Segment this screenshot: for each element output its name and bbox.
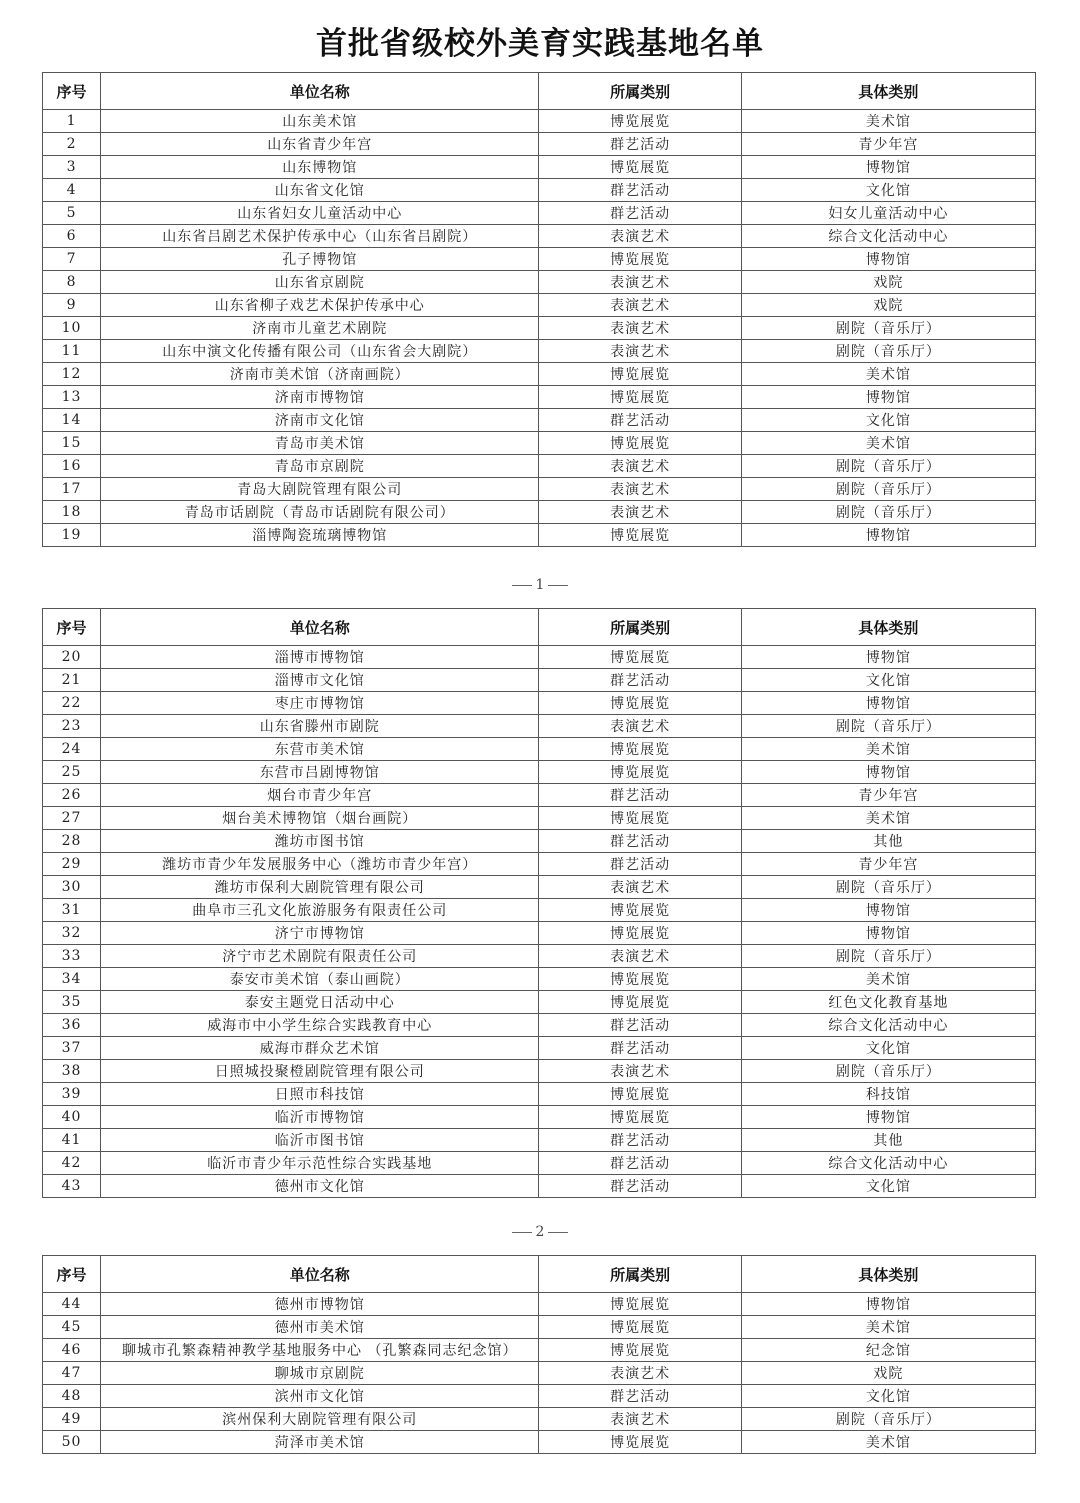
cell-category: 博览展览 — [539, 807, 741, 830]
header-index: 序号 — [43, 73, 101, 110]
cell-index: 29 — [43, 853, 101, 876]
cell-category: 博览展览 — [539, 386, 741, 409]
cell-unit-name: 泰安主题党日活动中心 — [101, 991, 539, 1014]
cell-unit-name: 烟台美术博物馆（烟台画院） — [101, 807, 539, 830]
table-row — [43, 409, 1036, 432]
cell-unit-name: 山东省妇女儿童活动中心 — [101, 202, 539, 225]
cell-category: 群艺活动 — [539, 179, 741, 202]
table-row — [43, 501, 1036, 524]
table-row — [43, 1037, 1036, 1060]
cell-unit-name: 山东省柳子戏艺术保护传承中心 — [101, 294, 539, 317]
dash-left — [512, 1232, 532, 1233]
table-row — [43, 179, 1036, 202]
cell-category: 博览展览 — [539, 1106, 741, 1129]
header-index: 序号 — [43, 609, 101, 646]
table-row — [43, 692, 1036, 715]
cell-index: 37 — [43, 1037, 101, 1060]
cell-category: 博览展览 — [539, 110, 741, 133]
cell-specific-type: 博物馆 — [741, 1293, 1035, 1316]
cell-unit-name: 东营市吕剧博物馆 — [101, 761, 539, 784]
cell-unit-name: 山东省青少年宫 — [101, 133, 539, 156]
cell-unit-name: 山东省文化馆 — [101, 179, 539, 202]
cell-specific-type: 剧院（音乐厅） — [741, 317, 1035, 340]
table-row — [43, 1339, 1036, 1362]
dash-right — [548, 1232, 568, 1233]
cell-index: 31 — [43, 899, 101, 922]
table-row — [43, 1083, 1036, 1106]
table-row — [43, 1014, 1036, 1037]
cell-category: 表演艺术 — [539, 271, 741, 294]
cell-index: 35 — [43, 991, 101, 1014]
cell-category: 群艺活动 — [539, 409, 741, 432]
cell-index: 13 — [43, 386, 101, 409]
cell-index: 19 — [43, 524, 101, 547]
cell-index: 2 — [43, 133, 101, 156]
header-specific-type: 具体类别 — [741, 609, 1035, 646]
cell-category: 群艺活动 — [539, 669, 741, 692]
cell-specific-type: 美术馆 — [741, 363, 1035, 386]
cell-specific-type: 剧院（音乐厅） — [741, 478, 1035, 501]
cell-unit-name: 德州市美术馆 — [101, 1316, 539, 1339]
cell-category: 博览展览 — [539, 363, 741, 386]
cell-specific-type: 博物馆 — [741, 248, 1035, 271]
cell-unit-name: 济南市文化馆 — [101, 409, 539, 432]
cell-category: 博览展览 — [539, 692, 741, 715]
cell-index: 34 — [43, 968, 101, 991]
cell-specific-type: 博物馆 — [741, 156, 1035, 179]
cell-unit-name: 潍坊市保利大剧院管理有限公司 — [101, 876, 539, 899]
cell-unit-name: 德州市博物馆 — [101, 1293, 539, 1316]
cell-index: 45 — [43, 1316, 101, 1339]
cell-index: 15 — [43, 432, 101, 455]
cell-category: 群艺活动 — [539, 133, 741, 156]
cell-specific-type: 美术馆 — [741, 110, 1035, 133]
cell-category: 表演艺术 — [539, 501, 741, 524]
header-unit-name: 单位名称 — [101, 1256, 539, 1293]
cell-specific-type: 美术馆 — [741, 968, 1035, 991]
cell-unit-name: 菏泽市美术馆 — [101, 1431, 539, 1454]
cell-index: 41 — [43, 1129, 101, 1152]
table-row — [43, 317, 1036, 340]
table-row — [43, 1106, 1036, 1129]
header-index: 序号 — [43, 1256, 101, 1293]
cell-index: 28 — [43, 830, 101, 853]
cell-unit-name: 曲阜市三孔文化旅游服务有限责任公司 — [101, 899, 539, 922]
cell-index: 12 — [43, 363, 101, 386]
cell-category: 表演艺术 — [539, 1408, 741, 1431]
table-row — [43, 156, 1036, 179]
cell-category: 博览展览 — [539, 1293, 741, 1316]
table-row — [43, 830, 1036, 853]
header-category: 所属类别 — [539, 73, 741, 110]
table-row — [43, 363, 1036, 386]
cell-unit-name: 日照城投聚橙剧院管理有限公司 — [101, 1060, 539, 1083]
table-row — [43, 968, 1036, 991]
cell-category: 群艺活动 — [539, 784, 741, 807]
cell-specific-type: 综合文化活动中心 — [741, 1014, 1035, 1037]
cell-unit-name: 济南市儿童艺术剧院 — [101, 317, 539, 340]
cell-category: 表演艺术 — [539, 294, 741, 317]
table-row — [43, 340, 1036, 363]
cell-specific-type: 剧院（音乐厅） — [741, 715, 1035, 738]
table-row — [43, 1431, 1036, 1454]
cell-index: 27 — [43, 807, 101, 830]
cell-index: 10 — [43, 317, 101, 340]
table-row — [43, 1060, 1036, 1083]
base-list-table-page-2 — [42, 608, 1036, 1198]
cell-unit-name: 威海市中小学生综合实践教育中心 — [101, 1014, 539, 1037]
cell-category: 博览展览 — [539, 432, 741, 455]
cell-specific-type: 青少年宫 — [741, 784, 1035, 807]
cell-category: 博览展览 — [539, 1339, 741, 1362]
cell-specific-type: 博物馆 — [741, 386, 1035, 409]
cell-specific-type: 剧院（音乐厅） — [741, 876, 1035, 899]
cell-index: 46 — [43, 1339, 101, 1362]
table-row — [43, 1175, 1036, 1198]
cell-specific-type: 文化馆 — [741, 409, 1035, 432]
table-row — [43, 669, 1036, 692]
table-row — [43, 248, 1036, 271]
page-number-text: 1 — [535, 577, 545, 593]
cell-index: 47 — [43, 1362, 101, 1385]
cell-unit-name: 淄博市文化馆 — [101, 669, 539, 692]
cell-index: 1 — [43, 110, 101, 133]
header-category: 所属类别 — [539, 1256, 741, 1293]
cell-specific-type: 博物馆 — [741, 1106, 1035, 1129]
cell-specific-type: 剧院（音乐厅） — [741, 455, 1035, 478]
cell-category: 群艺活动 — [539, 1014, 741, 1037]
table-row — [43, 646, 1036, 669]
table-row — [43, 784, 1036, 807]
cell-specific-type: 青少年宫 — [741, 133, 1035, 156]
table-row — [43, 761, 1036, 784]
cell-category: 博览展览 — [539, 922, 741, 945]
cell-unit-name: 山东中演文化传播有限公司（山东省会大剧院） — [101, 340, 539, 363]
cell-unit-name: 淄博市博物馆 — [101, 646, 539, 669]
table-header-row — [43, 73, 1036, 110]
cell-specific-type: 美术馆 — [741, 807, 1035, 830]
cell-index: 7 — [43, 248, 101, 271]
cell-category: 表演艺术 — [539, 225, 741, 248]
cell-category: 群艺活动 — [539, 1385, 741, 1408]
table-row — [43, 1408, 1036, 1431]
base-list-table-page-1 — [42, 72, 1036, 547]
cell-unit-name: 聊城市孔繁森精神教学基地服务中心 （孔繁森同志纪念馆） — [101, 1339, 539, 1362]
cell-specific-type: 科技馆 — [741, 1083, 1035, 1106]
table-row — [43, 432, 1036, 455]
table-row — [43, 853, 1036, 876]
cell-index: 42 — [43, 1152, 101, 1175]
cell-category: 表演艺术 — [539, 876, 741, 899]
table-row — [43, 899, 1036, 922]
cell-specific-type: 美术馆 — [741, 1316, 1035, 1339]
cell-specific-type: 文化馆 — [741, 1175, 1035, 1198]
cell-specific-type: 博物馆 — [741, 646, 1035, 669]
cell-unit-name: 济宁市博物馆 — [101, 922, 539, 945]
cell-index: 11 — [43, 340, 101, 363]
cell-unit-name: 青岛市话剧院（青岛市话剧院有限公司） — [101, 501, 539, 524]
cell-index: 18 — [43, 501, 101, 524]
cell-index: 44 — [43, 1293, 101, 1316]
page-number-2 — [0, 1224, 1080, 1240]
cell-category: 表演艺术 — [539, 478, 741, 501]
table-row — [43, 1362, 1036, 1385]
cell-index: 21 — [43, 669, 101, 692]
table-row — [43, 455, 1036, 478]
table-row — [43, 807, 1036, 830]
cell-unit-name: 山东博物馆 — [101, 156, 539, 179]
cell-unit-name: 聊城市京剧院 — [101, 1362, 539, 1385]
page-number-1 — [0, 577, 1080, 593]
cell-unit-name: 济宁市艺术剧院有限责任公司 — [101, 945, 539, 968]
cell-index: 25 — [43, 761, 101, 784]
cell-index: 23 — [43, 715, 101, 738]
cell-index: 33 — [43, 945, 101, 968]
cell-index: 8 — [43, 271, 101, 294]
cell-index: 26 — [43, 784, 101, 807]
cell-unit-name: 山东美术馆 — [101, 110, 539, 133]
cell-index: 48 — [43, 1385, 101, 1408]
cell-unit-name: 滨州市文化馆 — [101, 1385, 539, 1408]
cell-index: 3 — [43, 156, 101, 179]
cell-unit-name: 滨州保利大剧院管理有限公司 — [101, 1408, 539, 1431]
cell-unit-name: 临沂市博物馆 — [101, 1106, 539, 1129]
dash-right — [548, 585, 568, 586]
table-row — [43, 1129, 1036, 1152]
cell-specific-type: 剧院（音乐厅） — [741, 1060, 1035, 1083]
cell-specific-type: 美术馆 — [741, 1431, 1035, 1454]
cell-specific-type: 博物馆 — [741, 524, 1035, 547]
cell-unit-name: 潍坊市青少年发展服务中心（潍坊市青少年宫） — [101, 853, 539, 876]
table-row — [43, 478, 1036, 501]
cell-index: 14 — [43, 409, 101, 432]
cell-index: 39 — [43, 1083, 101, 1106]
cell-unit-name: 枣庄市博物馆 — [101, 692, 539, 715]
cell-specific-type: 文化馆 — [741, 669, 1035, 692]
cell-category: 群艺活动 — [539, 1175, 741, 1198]
cell-category: 博览展览 — [539, 899, 741, 922]
cell-index: 40 — [43, 1106, 101, 1129]
table-row — [43, 524, 1036, 547]
cell-index: 50 — [43, 1431, 101, 1454]
cell-unit-name: 济南市博物馆 — [101, 386, 539, 409]
cell-category: 博览展览 — [539, 248, 741, 271]
base-list-table-page-3 — [42, 1255, 1036, 1454]
cell-unit-name: 山东省吕剧艺术保护传承中心（山东省吕剧院） — [101, 225, 539, 248]
cell-index: 24 — [43, 738, 101, 761]
cell-unit-name: 德州市文化馆 — [101, 1175, 539, 1198]
cell-unit-name: 青岛大剧院管理有限公司 — [101, 478, 539, 501]
cell-specific-type: 妇女儿童活动中心 — [741, 202, 1035, 225]
cell-unit-name: 孔子博物馆 — [101, 248, 539, 271]
table-row — [43, 1293, 1036, 1316]
cell-unit-name: 泰安市美术馆（泰山画院） — [101, 968, 539, 991]
cell-unit-name: 青岛市美术馆 — [101, 432, 539, 455]
cell-index: 36 — [43, 1014, 101, 1037]
cell-index: 22 — [43, 692, 101, 715]
cell-category: 表演艺术 — [539, 1362, 741, 1385]
cell-specific-type: 戏院 — [741, 1362, 1035, 1385]
cell-category: 群艺活动 — [539, 830, 741, 853]
table-row — [43, 945, 1036, 968]
table-row — [43, 225, 1036, 248]
cell-category: 博览展览 — [539, 761, 741, 784]
table-header-row — [43, 609, 1036, 646]
cell-category: 群艺活动 — [539, 202, 741, 225]
cell-category: 博览展览 — [539, 738, 741, 761]
cell-specific-type: 红色文化教育基地 — [741, 991, 1035, 1014]
cell-unit-name: 淄博陶瓷琉璃博物馆 — [101, 524, 539, 547]
cell-index: 30 — [43, 876, 101, 899]
cell-unit-name: 济南市美术馆（济南画院） — [101, 363, 539, 386]
cell-specific-type: 戏院 — [741, 271, 1035, 294]
cell-specific-type: 博物馆 — [741, 761, 1035, 784]
cell-unit-name: 山东省滕州市剧院 — [101, 715, 539, 738]
cell-specific-type: 文化馆 — [741, 1385, 1035, 1408]
cell-unit-name: 临沂市青少年示范性综合实践基地 — [101, 1152, 539, 1175]
cell-index: 38 — [43, 1060, 101, 1083]
cell-index: 32 — [43, 922, 101, 945]
cell-index: 49 — [43, 1408, 101, 1431]
cell-specific-type: 纪念馆 — [741, 1339, 1035, 1362]
cell-category: 群艺活动 — [539, 1037, 741, 1060]
cell-specific-type: 文化馆 — [741, 1037, 1035, 1060]
cell-category: 博览展览 — [539, 1316, 741, 1339]
cell-index: 20 — [43, 646, 101, 669]
dash-left — [512, 585, 532, 586]
cell-category: 表演艺术 — [539, 340, 741, 363]
header-category: 所属类别 — [539, 609, 741, 646]
cell-specific-type: 戏院 — [741, 294, 1035, 317]
header-specific-type: 具体类别 — [741, 1256, 1035, 1293]
table-row — [43, 1385, 1036, 1408]
cell-unit-name: 烟台市青少年宫 — [101, 784, 539, 807]
header-unit-name: 单位名称 — [101, 609, 539, 646]
cell-category: 表演艺术 — [539, 945, 741, 968]
cell-category: 表演艺术 — [539, 1060, 741, 1083]
cell-unit-name: 山东省京剧院 — [101, 271, 539, 294]
cell-specific-type: 其他 — [741, 830, 1035, 853]
cell-category: 表演艺术 — [539, 317, 741, 340]
table-row — [43, 1316, 1036, 1339]
table-row — [43, 110, 1036, 133]
table-row — [43, 715, 1036, 738]
table-row — [43, 922, 1036, 945]
table-row — [43, 133, 1036, 156]
table-row — [43, 991, 1036, 1014]
cell-specific-type: 博物馆 — [741, 692, 1035, 715]
cell-specific-type: 美术馆 — [741, 432, 1035, 455]
cell-unit-name: 青岛市京剧院 — [101, 455, 539, 478]
cell-category: 博览展览 — [539, 1083, 741, 1106]
table-row — [43, 876, 1036, 899]
header-specific-type: 具体类别 — [741, 73, 1035, 110]
cell-specific-type: 青少年宫 — [741, 853, 1035, 876]
cell-category: 群艺活动 — [539, 853, 741, 876]
cell-unit-name: 临沂市图书馆 — [101, 1129, 539, 1152]
cell-specific-type: 剧院（音乐厅） — [741, 945, 1035, 968]
cell-category: 博览展览 — [539, 524, 741, 547]
cell-category: 博览展览 — [539, 156, 741, 179]
cell-category: 博览展览 — [539, 968, 741, 991]
cell-category: 表演艺术 — [539, 715, 741, 738]
cell-index: 4 — [43, 179, 101, 202]
cell-unit-name: 东营市美术馆 — [101, 738, 539, 761]
cell-specific-type: 综合文化活动中心 — [741, 1152, 1035, 1175]
table-header-row — [43, 1256, 1036, 1293]
cell-specific-type: 文化馆 — [741, 179, 1035, 202]
table-row — [43, 202, 1036, 225]
table-row — [43, 294, 1036, 317]
cell-index: 5 — [43, 202, 101, 225]
cell-unit-name: 威海市群众艺术馆 — [101, 1037, 539, 1060]
cell-specific-type: 博物馆 — [741, 922, 1035, 945]
cell-specific-type: 剧院（音乐厅） — [741, 340, 1035, 363]
cell-specific-type: 剧院（音乐厅） — [741, 501, 1035, 524]
cell-category: 博览展览 — [539, 646, 741, 669]
cell-category: 博览展览 — [539, 1431, 741, 1454]
cell-index: 43 — [43, 1175, 101, 1198]
table-row — [43, 271, 1036, 294]
cell-unit-name: 潍坊市图书馆 — [101, 830, 539, 853]
document-title: 首批省级校外美育实践基地名单 — [316, 26, 764, 62]
cell-specific-type: 综合文化活动中心 — [741, 225, 1035, 248]
page-number-text: 2 — [535, 1224, 545, 1240]
cell-specific-type: 其他 — [741, 1129, 1035, 1152]
cell-category: 群艺活动 — [539, 1152, 741, 1175]
cell-index: 9 — [43, 294, 101, 317]
cell-index: 6 — [43, 225, 101, 248]
cell-category: 博览展览 — [539, 991, 741, 1014]
cell-index: 16 — [43, 455, 101, 478]
cell-unit-name: 日照市科技馆 — [101, 1083, 539, 1106]
table-row — [43, 738, 1036, 761]
cell-index: 17 — [43, 478, 101, 501]
table-row — [43, 386, 1036, 409]
cell-category: 表演艺术 — [539, 455, 741, 478]
cell-specific-type: 美术馆 — [741, 738, 1035, 761]
header-unit-name: 单位名称 — [101, 73, 539, 110]
cell-category: 群艺活动 — [539, 1129, 741, 1152]
cell-specific-type: 剧院（音乐厅） — [741, 1408, 1035, 1431]
cell-specific-type: 博物馆 — [741, 899, 1035, 922]
table-row — [43, 1152, 1036, 1175]
